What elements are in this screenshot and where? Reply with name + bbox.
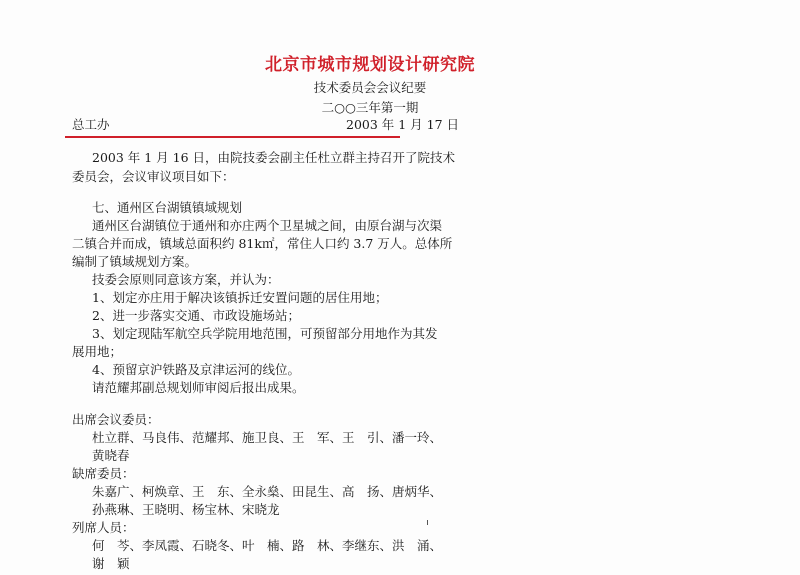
list-item-continued: 展用地；	[72, 344, 123, 359]
closing-line: 请范耀邦副总规划师审阅后报出成果。	[92, 380, 305, 395]
opinion-intro: 技委会原则同意该方案，并认为：	[92, 272, 280, 287]
attendees-label: 列席人员：	[72, 520, 135, 535]
org-title: 北京市城市规划设计研究院	[265, 55, 475, 75]
memo-date: 2003 年 1 月 17 日	[346, 117, 460, 132]
absent-label: 缺席委员：	[72, 466, 135, 481]
list-item: 3、划定现陆军航空兵学院用地范围，可预留部分用地作为其发	[92, 326, 438, 341]
scan-mark	[427, 520, 428, 525]
list-item: 2、进一步落实交通、市政设施场站；	[92, 308, 300, 323]
present-members-line-2: 黄晓春	[92, 448, 130, 463]
list-item: 4、预留京沪铁路及京津运河的线位。	[92, 362, 300, 377]
intro-line-1: 2003 年 1 月 16 日，由院技委会副主任杜立群主持召开了院技术	[92, 150, 456, 165]
department: 总工办	[72, 117, 110, 132]
paragraph-line: 编制了镇域规划方案。	[72, 254, 198, 269]
paragraph-line: 通州区台湖镇位于通州和亦庄两个卫星城之间，由原台湖与次渠	[92, 218, 443, 233]
list-item: 1、划定亦庄用于解决该镇拆迁安置问题的居住用地；	[92, 290, 388, 305]
paragraph-line: 二镇合并而成，镇域总面积约 81k㎡，常住人口约 3.7 万人。总体所	[72, 236, 453, 251]
issue-number: 二○○三年第一期	[321, 100, 419, 115]
memo-subtitle: 技术委员会会议纪要	[313, 80, 427, 95]
intro-line-2: 委员会，会议审议项目如下：	[72, 169, 235, 184]
absent-members-line-1: 朱嘉广、柯焕章、王 东、全永燊、田昆生、高 扬、唐炳华、	[92, 484, 443, 499]
present-members-line-1: 杜立群、马良伟、范耀邦、施卫良、王 军、王 引、潘一玲、	[92, 430, 443, 445]
header-divider	[65, 136, 400, 138]
present-label: 出席会议委员：	[72, 412, 160, 427]
section-title: 七、通州区台湖镇镇域规划	[92, 200, 243, 215]
attendees-line-2: 谢 颖	[92, 556, 130, 571]
attendees-line-1: 何 芩、李凤霞、石晓冬、叶 楠、路 林、李继东、洪 涌、	[92, 538, 443, 553]
absent-members-line-2: 孙燕琳、王晓明、杨宝林、宋晓龙	[92, 502, 280, 517]
